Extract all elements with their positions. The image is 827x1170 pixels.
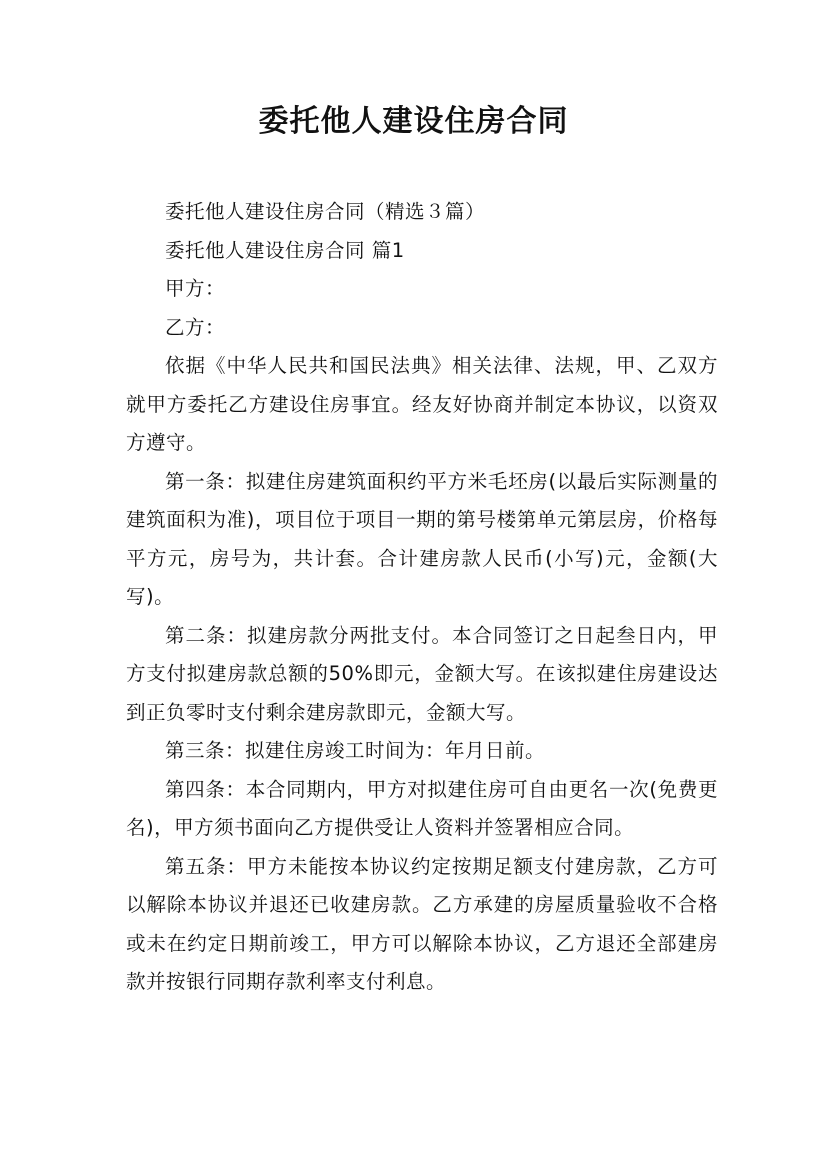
paragraph-article-4: 第四条：本合同期内，甲方对拟建住房可自由更名一次(免费更名)，甲方须书面向乙方提供受让人资料并签署相应合同。 [126, 777, 718, 839]
document-body [126, 193, 718, 1002]
paragraph-preamble: 依据《中华人民共和国民法典》相关法律、法规，甲、乙双方就甲方委托乙方建设住房事宜。经友好协商并制定本协议，以资双方遵守。 [126, 354, 718, 454]
paragraph-party-b: 乙方： [165, 315, 226, 339]
paragraph-article-3: 第三条：拟建住房竣工时间为：年月日前。 [165, 739, 546, 762]
paragraph-article-1: 第一条：拟建住房建筑面积约平方米毛坯房(以最后实际测量的建筑面积为准)，项目位于项目一期的第号楼第单元第层房，价格每平方元，房号为，共计套。合计建房款人民币(小写)元，金额(大写)。 [126, 469, 718, 608]
paragraph-section-heading: 委托他人建设住房合同 篇1 [165, 238, 405, 262]
paragraph-party-a: 甲方： [165, 277, 226, 300]
paragraph-subtitle: 委托他人建设住房合同（精选３篇） [165, 200, 486, 223]
document-title: 委托他人建设住房合同 [258, 104, 569, 139]
paragraph-article-2: 第二条：拟建房款分两批支付。本合同签订之日起叁日内，甲方支付拟建房款总额的50%即元，金额大写。在该拟建住房建设达到正负零时支付剩余建房款即元，金额大写。 [126, 623, 718, 724]
paragraph-article-5: 第五条：甲方未能按本协议约定按期足额支付建房款，乙方可以解除本协议并退还已收建房款。乙方承建的房屋质量验收不合格或未在约定日期前竣工，甲方可以解除本协议，乙方退还全部建房款并按银行同期存款利率支付利息。 [126, 854, 718, 993]
